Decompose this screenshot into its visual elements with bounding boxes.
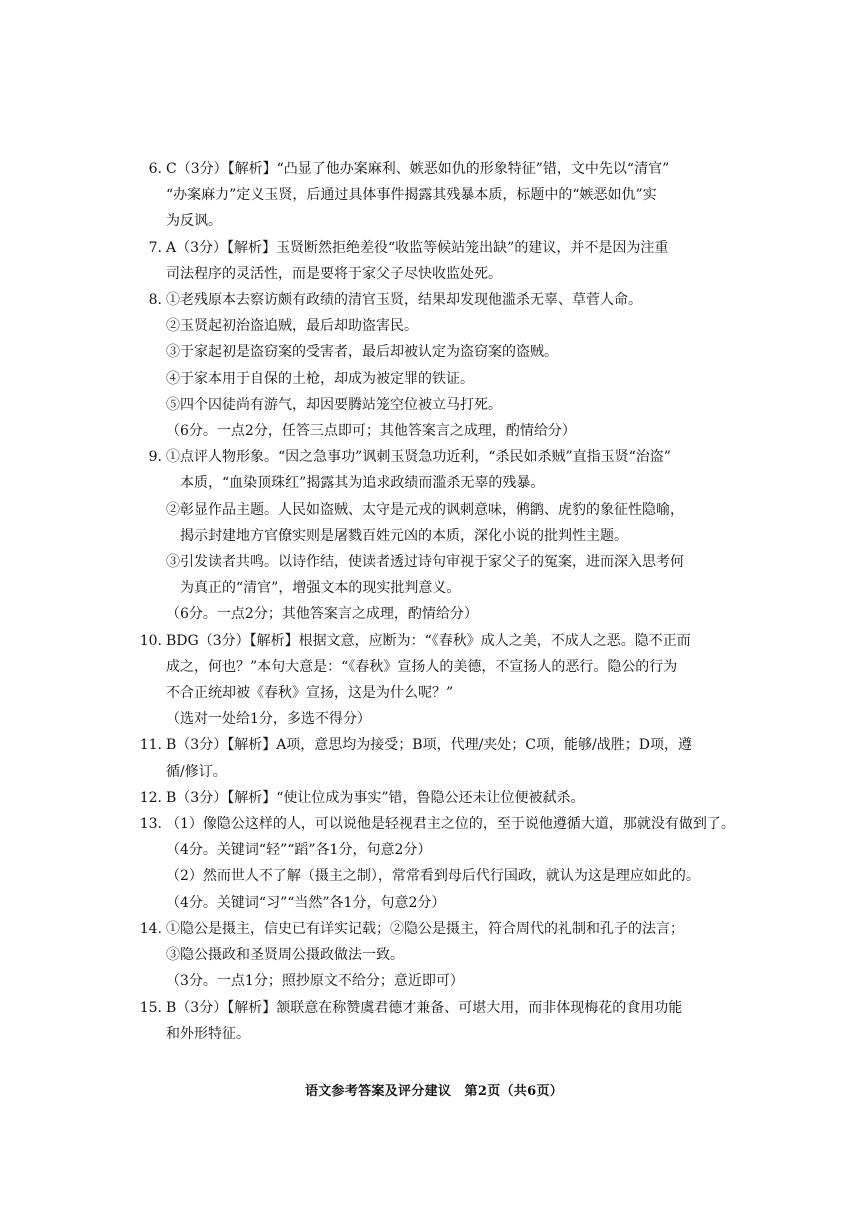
item-line: BDG（3分）【解析】根据文意，应断为：“《春秋》成人之美，不成人之恶。隐不正而 — [166, 632, 691, 649]
answer-item — [136, 811, 736, 916]
item-line: A（3分）【解析】玉贤断然拒绝差役“收监等候站笼出缺”的建议，并不是因为注重 — [166, 239, 669, 256]
item-number: 7. — [148, 239, 162, 256]
item-line: ①老残原本去察访颇有政绩的清官玉贤，结果却发现他滥杀无辜、草菅人命。 — [166, 292, 642, 309]
item-number: 13. — [139, 816, 162, 833]
item-line: ③于家起初是盗窃案的受害者，最后却被认定为盗窃案的盗贼。 — [166, 344, 558, 361]
item-line: （2）然而世人不了解（摄主之制），常常看到母后代行国政，就认为这是理应如此的。 — [166, 868, 700, 885]
item-line: 成之，何也？”本句大意是：“《春秋》宣扬人的美德，不宣扬人的恶行。隐公的行为 — [166, 658, 678, 675]
item-number: 6. — [148, 161, 162, 177]
item-number: 15. — [139, 999, 162, 1016]
answer-item — [136, 156, 736, 235]
item-line: （6分。一点2分，任答三点即可；其他答案言之成理，酌情给分） — [166, 423, 576, 440]
item-number: 8. — [148, 292, 162, 309]
item-line: ②彰显作品主题。人民如盗贼、太守是元戎的讽刺意味，鸺鹠、虎豹的象征性隐喻， — [166, 501, 684, 518]
answer-item — [136, 444, 736, 627]
item-line: ②玉贤起初治盗追贼，最后却助盗害民。 — [166, 318, 418, 335]
item-number: 9. — [148, 449, 162, 466]
item-line: 司法程序的灵活性，而是要将于家父子尽快收监处死。 — [166, 265, 502, 282]
page-footer: 语文参考答案及评分建议 第2页（共6页） — [304, 1084, 564, 1099]
item-line: 和外形特征。 — [166, 1025, 250, 1042]
item-line: ③隐公摄政和圣贤周公摄政做法一致。 — [166, 947, 404, 964]
answer-item — [136, 732, 736, 784]
answer-item — [136, 995, 736, 1047]
item-line: （6分。一点2分；其他答案言之成理，酌情给分） — [166, 606, 478, 623]
item-line: ④于家本用于自保的土枪，却成为被定罪的铁证。 — [166, 370, 474, 387]
item-line: ⑤四个囚徒尚有游气，却因要腾站笼空位被立马打死。 — [166, 396, 502, 413]
item-line: ③引发读者共鸣。以诗作结，使读者透过诗句审视于家父子的冤案，进而深入思考何 — [166, 554, 684, 571]
item-line: ①隐公是摄主，信史已有详实记载；②隐公是摄主，符合周代的礼制和孔子的法言； — [166, 920, 684, 937]
item-line: （3分。一点1分；照抄原文不给分；意近即可） — [166, 973, 464, 990]
item-line: B（3分）【解析】A项，意思均为接受；B项，代理/夹处；C项，能够/战胜；D项，遵 — [166, 737, 692, 754]
answer-item — [136, 287, 736, 444]
item-line: 不合正统却被《春秋》宣扬，这是为什么呢？” — [166, 685, 454, 702]
item-line: （4分。关键词“轻”“蹈”各1分，句意2分） — [166, 842, 432, 859]
item-line: 循/修订。 — [166, 763, 227, 780]
item-line: 本质，“血染顶珠红”揭露其为追求政绩而滥杀无辜的残暴。 — [166, 475, 545, 492]
item-number: 14. — [139, 920, 162, 937]
item-line: （4分。关键词“习”“当然”各1分，句意2分） — [166, 894, 446, 911]
item-line: “办案麻力”定义玉贤，后通过具体事件揭露其残暴本质，标题中的“嫉恶如仇”实 — [166, 187, 657, 204]
answer-list — [136, 156, 736, 1047]
item-line: B（3分）【解析】“使让位成为事实”错，鲁隐公还未让位便被弑杀。 — [166, 789, 585, 806]
item-line: ①点评人物形象。“因之急事功”讽刺玉贤急功近利，“杀民如杀贼”直指玉贤“治盗” — [166, 449, 671, 466]
item-number: 10. — [139, 632, 162, 649]
item-line: 为真正的“清官”，增强文本的现实批判意义。 — [166, 580, 461, 597]
answer-item — [136, 785, 736, 811]
item-number: 12. — [139, 789, 162, 806]
item-line: B（3分）【解析】颔联意在称赞虞君德才兼备、可堪大用，而非体现梅花的食用功能 — [166, 999, 683, 1016]
answer-item — [136, 628, 736, 733]
item-line: （选对一处给1分，多选不得分） — [166, 711, 371, 728]
item-line: （1）像隐公这样的人，可以说他是轻视君主之位的，至于说他遵循大道，那就没有做到了。 — [166, 816, 735, 833]
answer-item — [136, 235, 736, 287]
item-number: 11. — [139, 737, 162, 754]
answer-item — [136, 916, 736, 995]
item-line: 为反讽。 — [166, 213, 222, 230]
item-line: C（3分）【解析】“凸显了他办案麻利、嫉恶如仇的形象特征”错，文中先以“清官” — [166, 161, 670, 177]
item-line: 揭示封建地方官僚实则是屠戮百姓元凶的本质，深化小说的批判性主题。 — [166, 527, 628, 544]
